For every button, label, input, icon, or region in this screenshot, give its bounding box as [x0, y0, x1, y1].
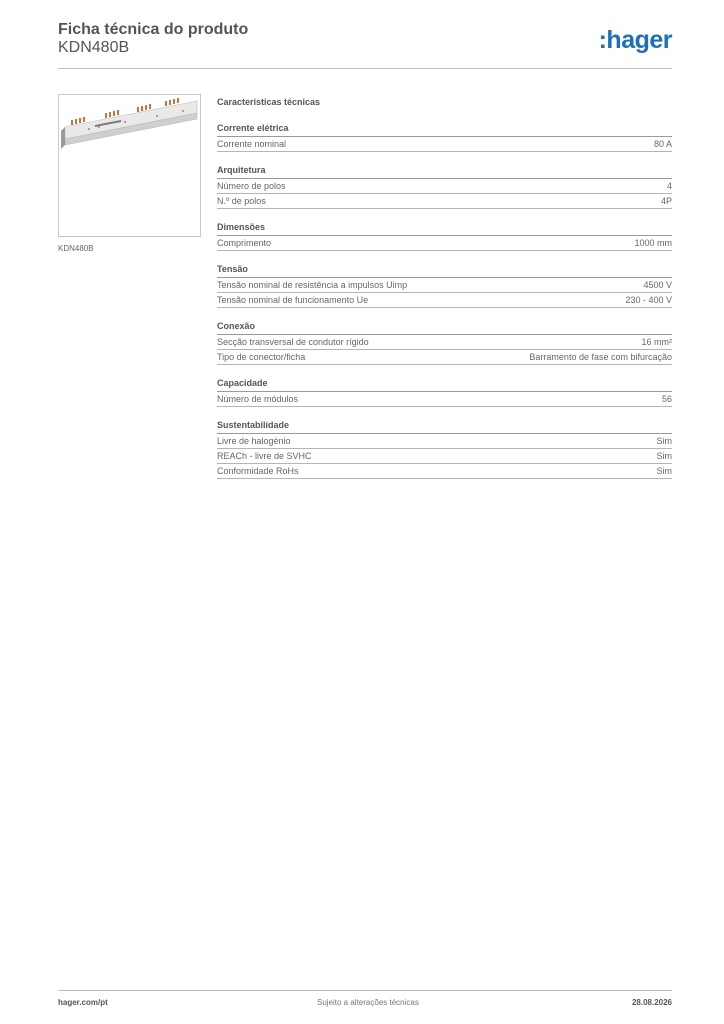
footer-divider — [58, 990, 672, 991]
spec-label: Número de módulos — [217, 394, 299, 404]
footer-notice: Sujeito a alterações técnicas — [317, 998, 419, 1007]
spec-value: 1000 mm — [634, 238, 672, 248]
product-image-caption: KDN480B — [58, 244, 94, 253]
spec-row — [217, 137, 672, 152]
footer-date: 28.08.2026 — [631, 998, 672, 1007]
page-title: Ficha técnica do produto — [58, 21, 249, 38]
spec-row — [217, 278, 672, 293]
spec-row — [217, 350, 672, 365]
product-code: KDN480B — [58, 39, 130, 56]
spec-label: Corrente nominal — [217, 139, 287, 149]
spec-label: N.º de polos — [217, 196, 266, 206]
spec-label: Número de polos — [217, 181, 286, 191]
section-title: Corrente elétrica — [217, 121, 672, 137]
spec-label: Conformidade RoHs — [217, 466, 299, 476]
section-corrente-eletrica — [217, 121, 672, 152]
section-dimensoes — [217, 220, 672, 251]
spec-row — [217, 449, 672, 464]
section-title: Conexão — [217, 319, 672, 335]
spec-value: Sim — [656, 436, 672, 446]
spec-row — [217, 194, 672, 209]
product-image — [58, 94, 201, 237]
section-title: Dimensões — [217, 220, 672, 236]
header-divider — [58, 68, 672, 69]
spec-value: Sim — [656, 451, 672, 461]
spec-row — [217, 464, 672, 479]
section-tensao — [217, 262, 672, 308]
spec-value: 230 - 400 V — [625, 295, 672, 305]
spec-row — [217, 293, 672, 308]
footer-website: hager.com/pt — [58, 998, 108, 1007]
spec-value: 16 mm² — [641, 337, 672, 347]
spec-value: 56 — [661, 394, 672, 404]
spec-label: Tipo de conector/ficha — [217, 352, 306, 362]
section-title: Arquitetura — [217, 163, 672, 179]
technical-specs — [217, 96, 672, 490]
section-title: Capacidade — [217, 376, 672, 392]
section-conexao — [217, 319, 672, 365]
section-arquitetura — [217, 163, 672, 209]
spec-value: 80 A — [653, 139, 672, 149]
specs-heading: Características técnicas — [217, 97, 321, 107]
spec-row — [217, 179, 672, 194]
spec-value: 4P — [660, 196, 672, 206]
spec-label: Secção transversal de condutor rígido — [217, 337, 369, 347]
spec-label: Tensão nominal de resistência a impulsos Uimp — [217, 280, 408, 290]
spec-label: REACh - livre de SVHC — [217, 451, 312, 461]
spec-row — [217, 434, 672, 449]
spec-row — [217, 335, 672, 350]
section-title: Tensão — [217, 262, 672, 278]
section-capacidade — [217, 376, 672, 407]
spec-row — [217, 236, 672, 251]
spec-label: Comprimento — [217, 238, 272, 248]
spec-value: 4 — [666, 181, 672, 191]
spec-row — [217, 392, 672, 407]
busbar-product-image — [59, 95, 200, 236]
spec-label: Tensão nominal de funcionamento Ue — [217, 295, 369, 305]
spec-label: Livre de halogénio — [217, 436, 291, 446]
section-title: Sustentabilidade — [217, 418, 672, 434]
spec-value: 4500 V — [643, 280, 672, 290]
hager-logo: :hager — [598, 26, 672, 54]
section-sustentabilidade — [217, 418, 672, 479]
spec-value: Barramento de fase com bifurcação — [529, 352, 672, 362]
spec-value: Sim — [656, 466, 672, 476]
